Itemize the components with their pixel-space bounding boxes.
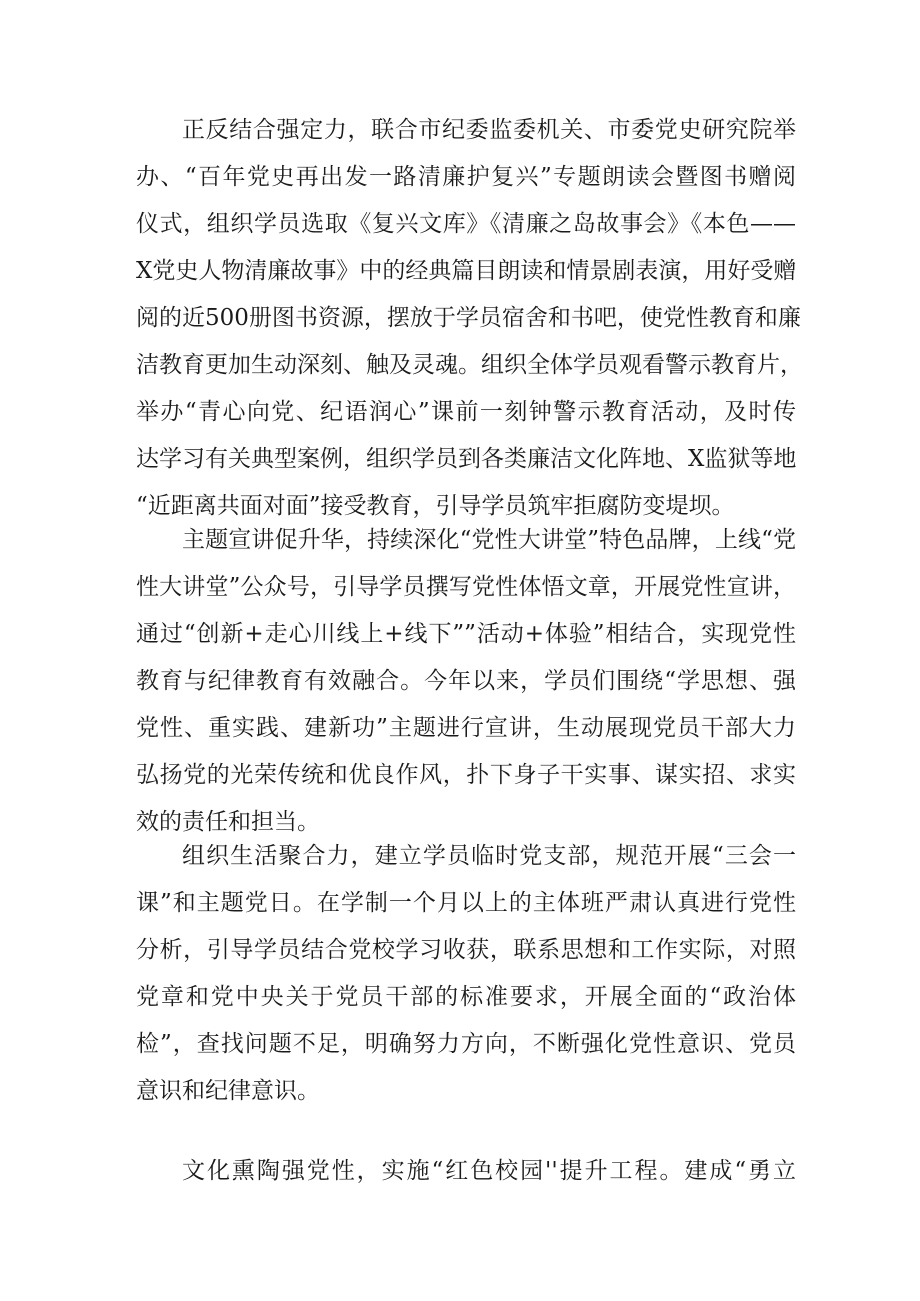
text-line: 检”，查找问题不足，明确努力方向，不断强化党性意识、党员	[136, 1031, 796, 1057]
text-line: 举办“青心向党、纪语润心”课前一刻钟警示教育活动，及时传	[136, 399, 796, 425]
text-line: 效的责任和担当。	[136, 809, 320, 835]
text-line: 课”和主题党日。在学制一个月以上的主体班严肃认真进行党性	[136, 890, 796, 916]
text-line: X党史人物清廉故事》中的经典篇目朗读和情景剧表演，用好受赠	[136, 258, 797, 284]
text-line: 仪式，组织学员选取《复兴文库》《清廉之岛故事会》《本色——	[136, 211, 796, 237]
paragraph-organizational-life	[136, 833, 796, 1115]
text-line: 文化熏陶强党性，实施“红色校园''提升工程。建成“勇立	[182, 1158, 796, 1184]
text-line: 达学习有关典型案例，组织学员到各类廉洁文化阵地、X监狱等地	[136, 446, 797, 472]
text-line: 通过“创新+走心川线上+线下””活动+体验”相结合，实现党性	[136, 621, 796, 647]
paragraph-culture-cultivation	[136, 1148, 796, 1195]
paragraph-theme-lectures	[136, 517, 796, 846]
text-line: 主题宣讲促升华，持续深化“党性大讲堂”特色品牌，上线“党	[182, 527, 796, 553]
text-line: 性大讲堂”公众号，引导学员撰写党性体悟文章，开展党性宣讲，	[136, 574, 796, 600]
text-line: 组织生活聚合力，建立学员临时党支部，规范开展“三会一	[182, 843, 796, 869]
text-line: 意识和纪律意识。	[136, 1078, 320, 1104]
text-line: 洁教育更加生动深刻、触及灵魂。组织全体学员观看警示教育片，	[136, 352, 803, 378]
text-line: 党性、重实践、建新功”主题进行宣讲，生动展现党员干部大力	[136, 715, 796, 741]
paragraph-anti-corruption-education	[136, 107, 803, 530]
text-line: 弘扬党的光荣传统和优良作风，扑下身子干实事、谋实招、求实	[136, 762, 796, 788]
text-line: 阅的近500册图书资源，摆放于学员宿舍和书吧，使党性教育和廉	[136, 305, 801, 331]
text-line: 党章和党中央关于党员干部的标准要求，开展全面的“政治体	[136, 984, 796, 1010]
text-line: 教育与纪律教育有效融合。今年以来，学员们围绕“学思想、强	[136, 668, 796, 694]
text-line: 正反结合强定力，联合市纪委监委机关、市委党史研究院举	[182, 117, 796, 143]
text-line: 办、“百年党史再出发一路清廉护复兴”专题朗读会暨图书赠阅	[136, 164, 796, 190]
text-line: “近距离共面对面”接受教育，引导学员筑牢拒腐防变堤坝。	[136, 493, 735, 519]
text-line: 分析，引导学员结合党校学习收获，联系思想和工作实际，对照	[136, 937, 796, 963]
